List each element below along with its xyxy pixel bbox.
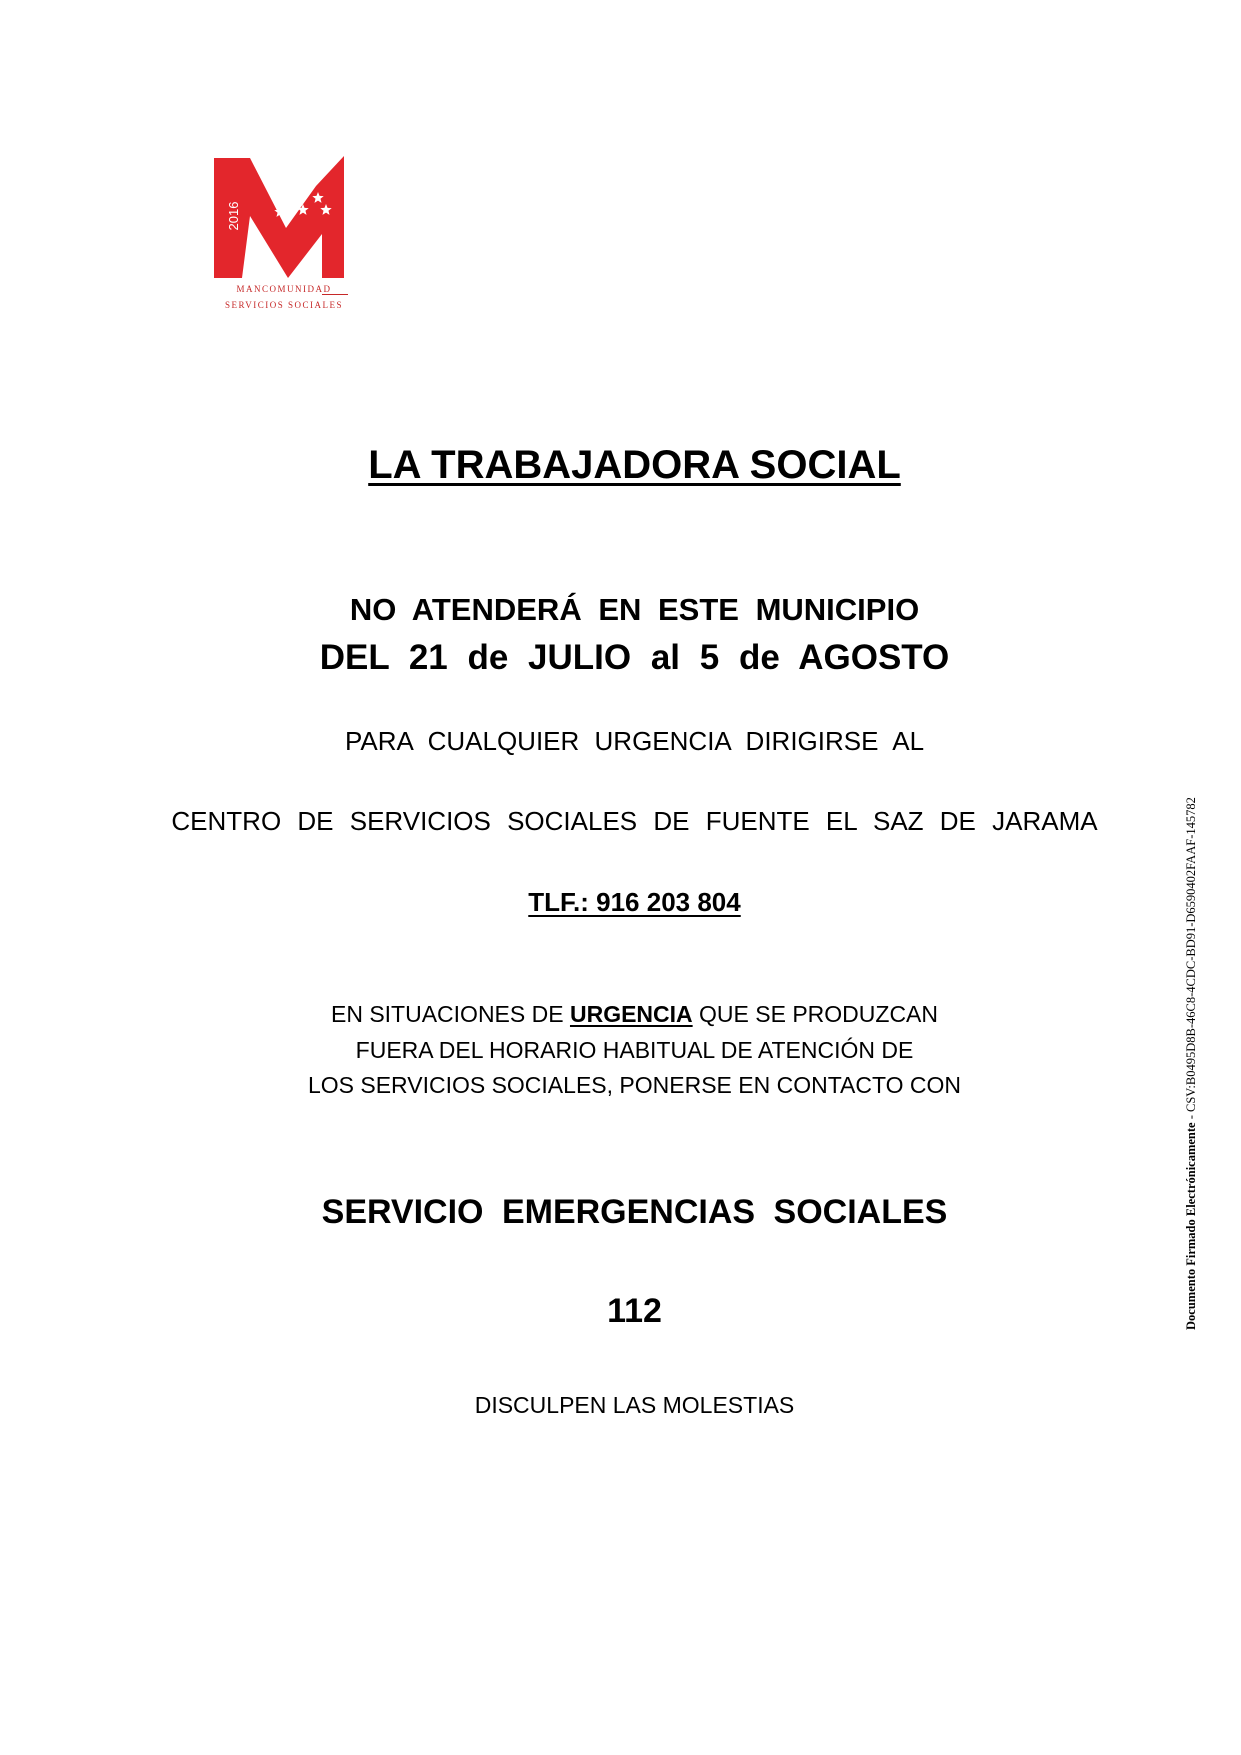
- notice-situations-line-3: LOS SERVICIOS SOCIALES, PONERSE EN CONTACTO CON: [307, 1072, 962, 1098]
- notice-emergency-number: 112: [607, 1292, 662, 1330]
- notice-dates: DEL 21 de JULIO al 5 de AGOSTO: [319, 638, 950, 677]
- situations-urgencia: URGENCIA: [569, 1001, 693, 1027]
- stamp-separator: -: [1184, 1111, 1198, 1123]
- notice-phone: TLF.: 916 203 804: [528, 887, 741, 917]
- stamp-label: Documento Firmado Electrónicamente: [1184, 1122, 1198, 1330]
- notice-title: LA TRABAJADORA SOCIAL: [368, 443, 901, 487]
- notice-no-atendera: NO ATENDERÁ EN ESTE MUNICIPIO: [349, 592, 920, 627]
- logo-star-icon: [301, 180, 312, 191]
- situations-post: QUE SE PRODUZCAN: [692, 1001, 939, 1027]
- electronic-signature-stamp: [1184, 710, 1204, 1330]
- logo-year: 2016: [226, 201, 241, 231]
- stamp-csv: CSV:B0495D8B-46C8-4CDC-BD91-D6590402FAAF-145782: [1184, 797, 1198, 1112]
- logo-caption-mancomunidad: MANCOMUNIDAD: [236, 284, 332, 294]
- notice-situations-line-2: FUERA DEL HORARIO HABITUAL DE ATENCIÓN DE: [355, 1037, 914, 1063]
- notice-situations-line-1: [14, 1001, 1241, 1028]
- logo-star-icon: [286, 192, 297, 203]
- logo-caption-servicios: SERVICIOS SOCIALES: [224, 300, 344, 310]
- notice-emergency-service: SERVICIO EMERGENCIAS SOCIALES: [321, 1193, 948, 1231]
- situations-pre: EN SITUACIONES DE: [330, 1001, 570, 1027]
- logo-caption-rule: [322, 294, 348, 295]
- notice-apology: DISCULPEN LAS MOLESTIAS: [474, 1392, 795, 1418]
- notice-urgency-intro: PARA CUALQUIER URGENCIA DIRIGIRSE AL: [344, 726, 925, 756]
- notice-centro: CENTRO DE SERVICIOS SOCIALES DE FUENTE EL SAZ DE JARAMA: [171, 806, 1098, 836]
